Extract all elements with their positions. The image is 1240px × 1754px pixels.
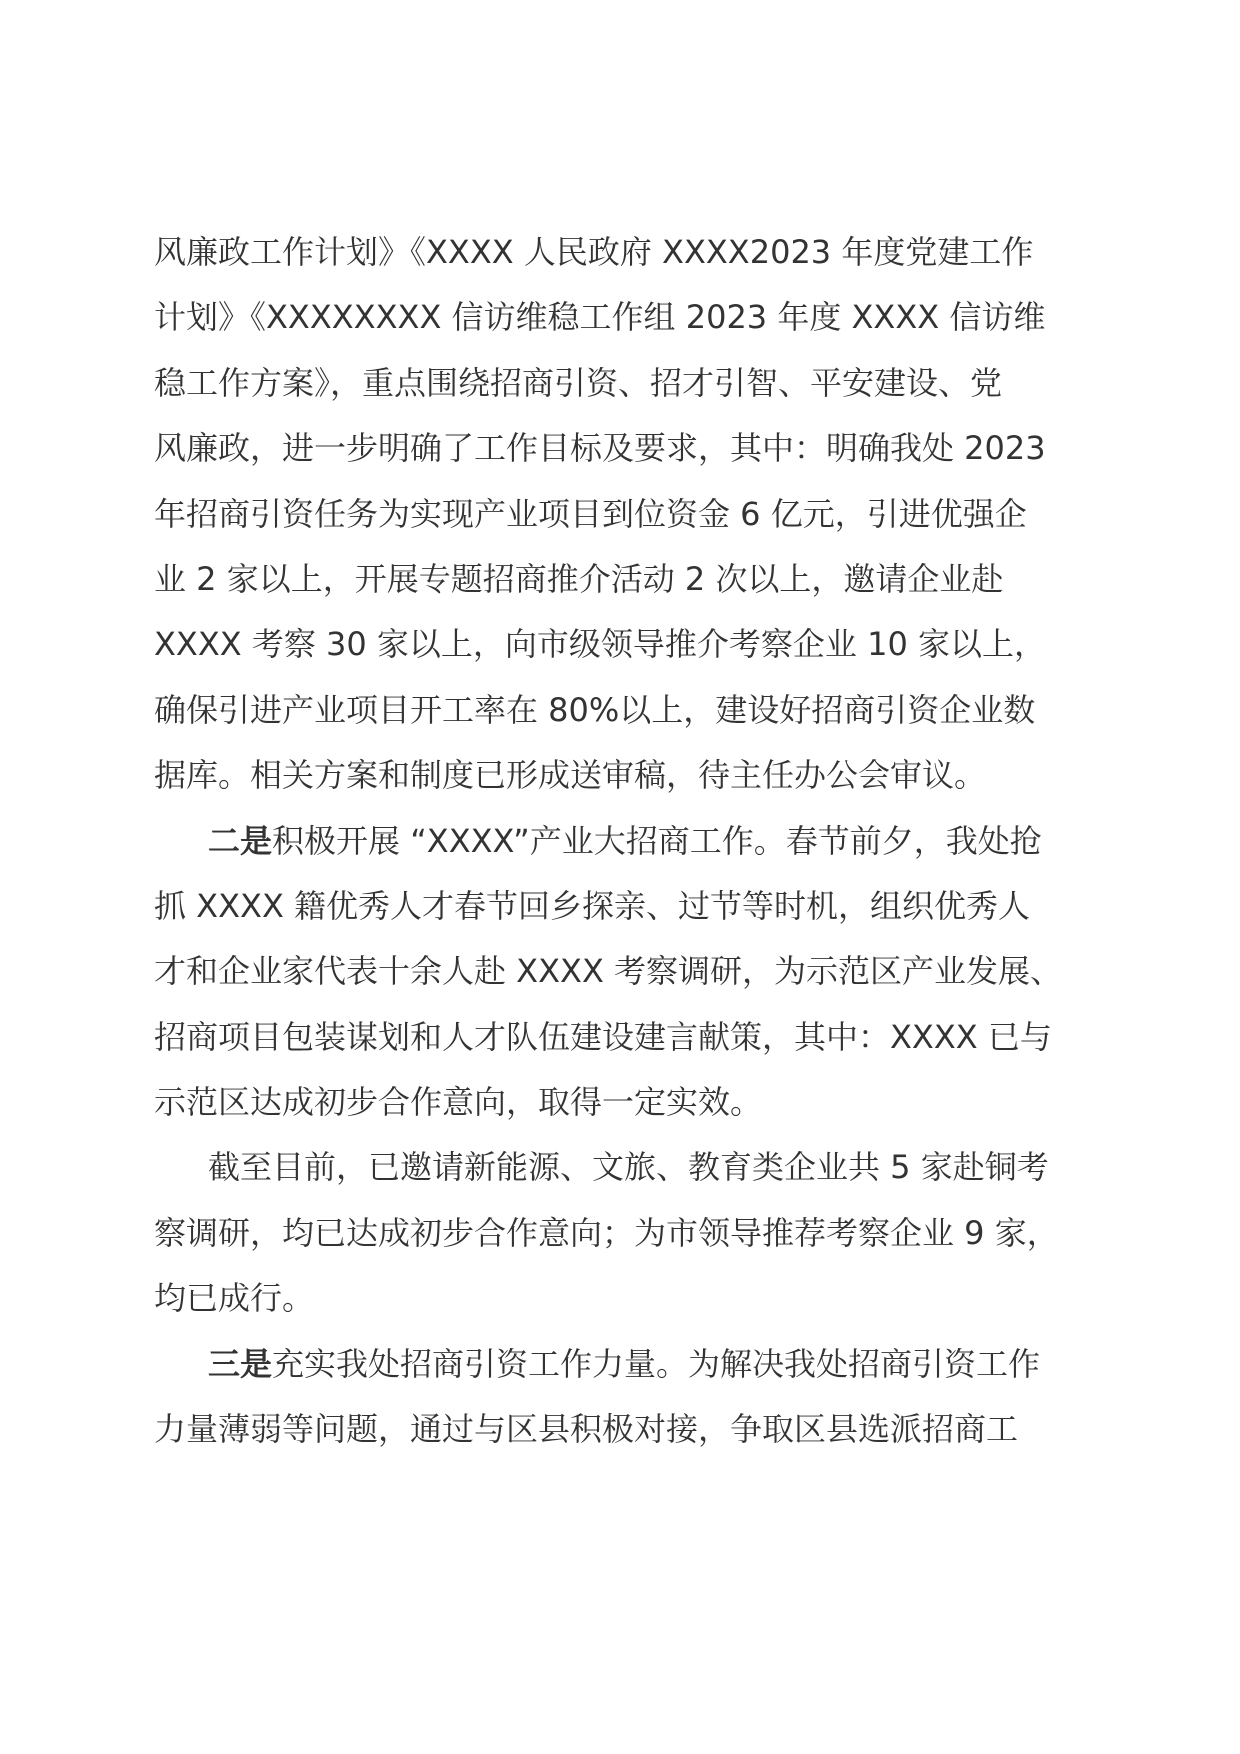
text-run: 积极开展 “XXXX”产业大招商工作。春节前夕，我处抢 bbox=[272, 821, 1042, 860]
text-line-first: 截至目前，已邀请新能源、文旅、教育类企业共 5 家赴铜考 bbox=[208, 1148, 1049, 1187]
document-body bbox=[154, 220, 1094, 1462]
text-line: 风廉政，进一步明确了工作目标及要求，其中：明确我处 2023 bbox=[154, 429, 1046, 468]
text-line: 风廉政工作计划》《XXXX 人民政府 XXXX2023 年度党建工作 bbox=[154, 233, 1034, 271]
text-line-first bbox=[154, 1332, 1094, 1397]
text-line: 确保引进产业项目开工率在 80%以上，建设好招商引资企业数 bbox=[154, 690, 1036, 729]
text-line: 示范区达成初步合作意向，取得一定实效。 bbox=[154, 1083, 763, 1122]
text-line: 稳工作方案》，重点围绕招商引资、招才引智、平安建设、党 bbox=[154, 363, 1003, 402]
text-line: 据库。相关方案和制度已形成送审稿，待主任办公会审议。 bbox=[154, 756, 987, 795]
text-line: XXXX 考察 30 家以上，向市级领导推介考察企业 10 家以上， bbox=[154, 625, 1046, 664]
paragraph-4 bbox=[154, 1332, 1094, 1463]
text-line: 业 2 家以上，开展专题招商推介活动 2 次以上，邀请企业赴 bbox=[154, 559, 1004, 598]
text-line: 察调研，均已达成初步合作意向；为市领导推荐考察企业 9 家， bbox=[154, 1213, 1059, 1252]
text-line: 才和企业家代表十余人赴 XXXX 考察调研，为示范区产业发展、 bbox=[154, 952, 1063, 991]
text-line-first bbox=[154, 809, 1094, 874]
text-line: 计划》《XXXXXXXX 信访维稳工作组 2023 年度 XXXX 信访维 bbox=[154, 298, 1046, 337]
paragraph-3 bbox=[154, 1135, 1094, 1331]
paragraph-lead: 三是 bbox=[208, 1344, 273, 1383]
text-run: 充实我处招商引资工作力量。为解决我处招商引资工作 bbox=[272, 1344, 1041, 1383]
paragraph-2 bbox=[154, 809, 1094, 1136]
text-line: 招商项目包装谋划和人才队伍建设建言献策，其中：XXXX 已与 bbox=[154, 1017, 1052, 1056]
text-line: 力量薄弱等问题，通过与区县积极对接，争取区县选派招商工 bbox=[154, 1410, 1019, 1449]
text-line: 抓 XXXX 籍优秀人才春节回乡探亲、过节等时机，组织优秀人 bbox=[154, 886, 1031, 925]
paragraph-1 bbox=[154, 220, 1094, 809]
text-line: 均已成行。 bbox=[154, 1279, 315, 1318]
paragraph-lead: 二是 bbox=[208, 821, 273, 860]
text-line: 年招商引资任务为实现产业项目到位资金 6 亿元，引进优强企 bbox=[154, 494, 1027, 533]
